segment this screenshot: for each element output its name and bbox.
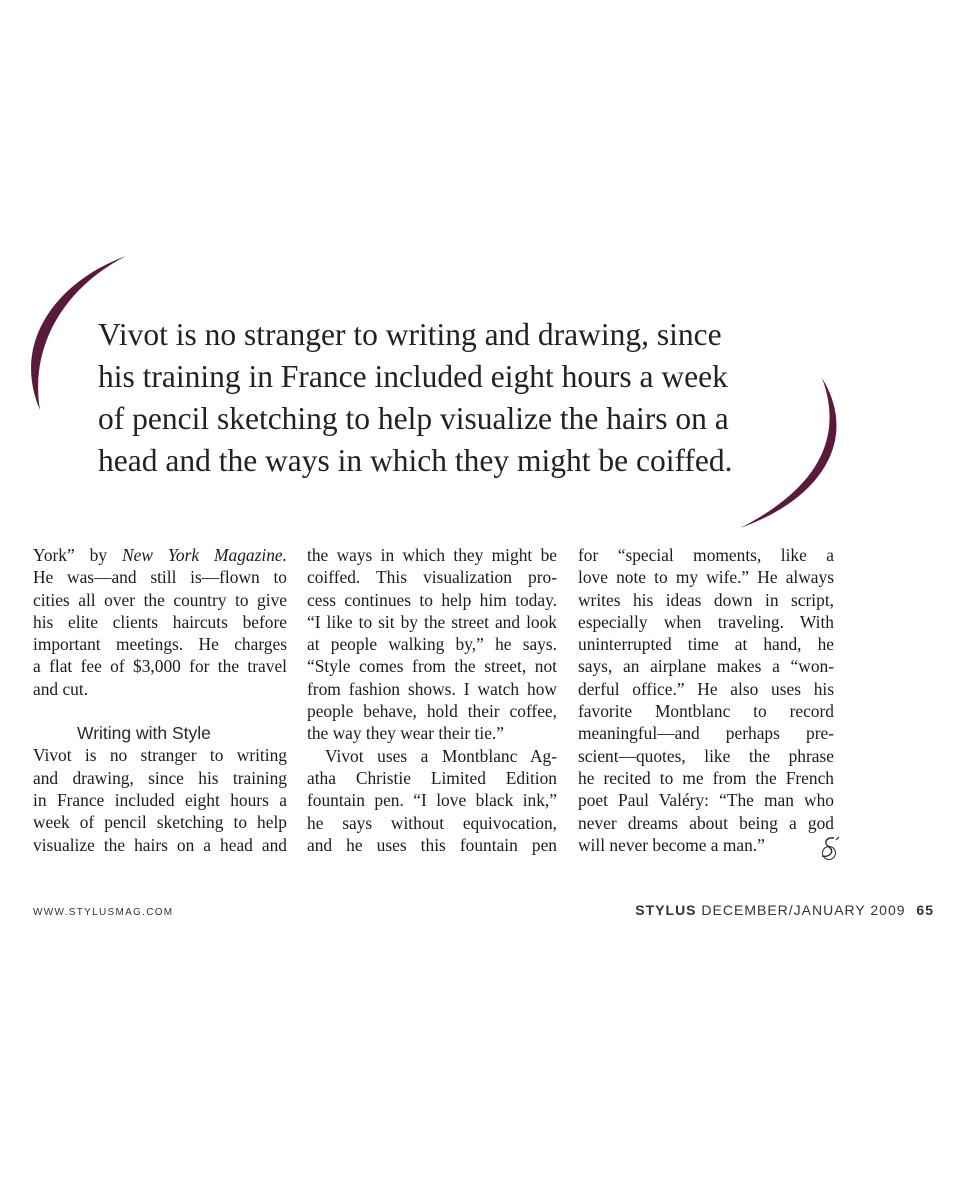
footer-website: WWW.STYLUSMAG.COM — [33, 907, 174, 918]
body-text-line: “Style comes from the street, not — [307, 656, 557, 677]
body-text-line: favorite Montblanc to record — [578, 701, 834, 722]
pull-quote-line: Vivot is no stranger to writing and drawing, since — [98, 317, 722, 352]
pull-quote — [98, 314, 818, 482]
body-text-line: a flat fee of $3,000 for the travel — [33, 656, 287, 677]
body-text-line: and drawing, since his training — [33, 767, 287, 788]
body-text-line: week of pencil sketching to help — [33, 812, 287, 833]
stylus-s-end-mark-icon — [816, 835, 842, 861]
paragraph-gap — [33, 700, 287, 722]
body-text-line: for “special moments, like a — [578, 545, 834, 565]
body-text-line: in France included eight hours a — [33, 789, 287, 810]
body-text-line: meaningful—and perhaps pre- — [578, 723, 834, 744]
body-text-line: derful office.” He also uses his — [578, 678, 834, 699]
body-text-line: love note to my wife.” He always — [578, 567, 834, 588]
body-text-line: especially when traveling. With — [578, 611, 834, 632]
body-text-line: Vivot is no stranger to writing — [33, 745, 287, 766]
publication-name: New York Magazine. — [122, 545, 287, 565]
body-text-line: the way they wear their tie.” — [307, 723, 505, 744]
body-text-line: and cut. — [33, 678, 89, 699]
body-text-line: says, an airplane makes a “won- — [578, 656, 834, 677]
issue-date: DECEMBER/JANUARY 2009 — [701, 902, 906, 918]
article-column-2 — [307, 544, 557, 856]
footer-folio — [635, 902, 934, 918]
pull-quote-line: his training in France included eight hours a week — [98, 359, 728, 394]
body-text-line: uninterrupted time at hand, he — [578, 634, 834, 655]
pull-quote-line: of pencil sketching to help visualize the hairs on a — [98, 401, 729, 436]
body-text-line: people behave, hold their coffee, — [307, 701, 557, 722]
body-text-line: his elite clients haircuts before — [33, 611, 287, 632]
body-text-line: from fashion shows. I watch how — [307, 678, 557, 699]
body-text-line: he recited to me from the French — [578, 767, 834, 788]
page-number: 65 — [916, 902, 934, 918]
body-text-line: visualize the hairs on a head and — [33, 834, 287, 855]
body-text-line: fountain pen. “I love black ink,” — [307, 790, 557, 811]
section-subhead: Writing with Style — [77, 723, 211, 744]
body-text-line: never dreams about being a god — [578, 812, 834, 833]
body-text-line: York” by New York Magazine. — [33, 545, 287, 565]
article-column-1 — [33, 544, 287, 856]
body-text-line: Vivot uses a Montblanc Ag- — [325, 745, 557, 766]
body-text-line: the ways in which they might be — [307, 545, 557, 565]
body-text-line: important meetings. He charges — [33, 634, 287, 655]
body-text-line: cess continues to help him today. — [307, 589, 557, 610]
body-text-line: coiffed. This visualization pro- — [307, 567, 557, 588]
body-text-line: he says without equivocation, — [307, 812, 557, 833]
body-text-line: at people walking by,” he says. — [307, 634, 557, 655]
pull-quote-section — [0, 0, 965, 560]
body-text-line: atha Christie Limited Edition — [307, 767, 557, 788]
body-text-line: writes his ideas down in script, — [578, 589, 834, 610]
body-text-line: He was—and still is—flown to — [33, 567, 287, 588]
body-text-line: will never become a man.” — [578, 834, 765, 855]
magazine-brand: STYLUS — [635, 902, 697, 918]
body-text-line: scient—quotes, like the phrase — [578, 745, 834, 766]
pull-quote-line: head and the ways in which they might be coiffed. — [98, 443, 733, 478]
body-text-line: poet Paul Valéry: “The man who — [578, 790, 834, 811]
body-text-line: “I like to sit by the street and look — [307, 611, 557, 632]
article-column-3 — [578, 544, 834, 856]
body-text-line: cities all over the country to give — [33, 589, 287, 610]
body-text-line: and he uses this fountain pen — [307, 834, 557, 855]
